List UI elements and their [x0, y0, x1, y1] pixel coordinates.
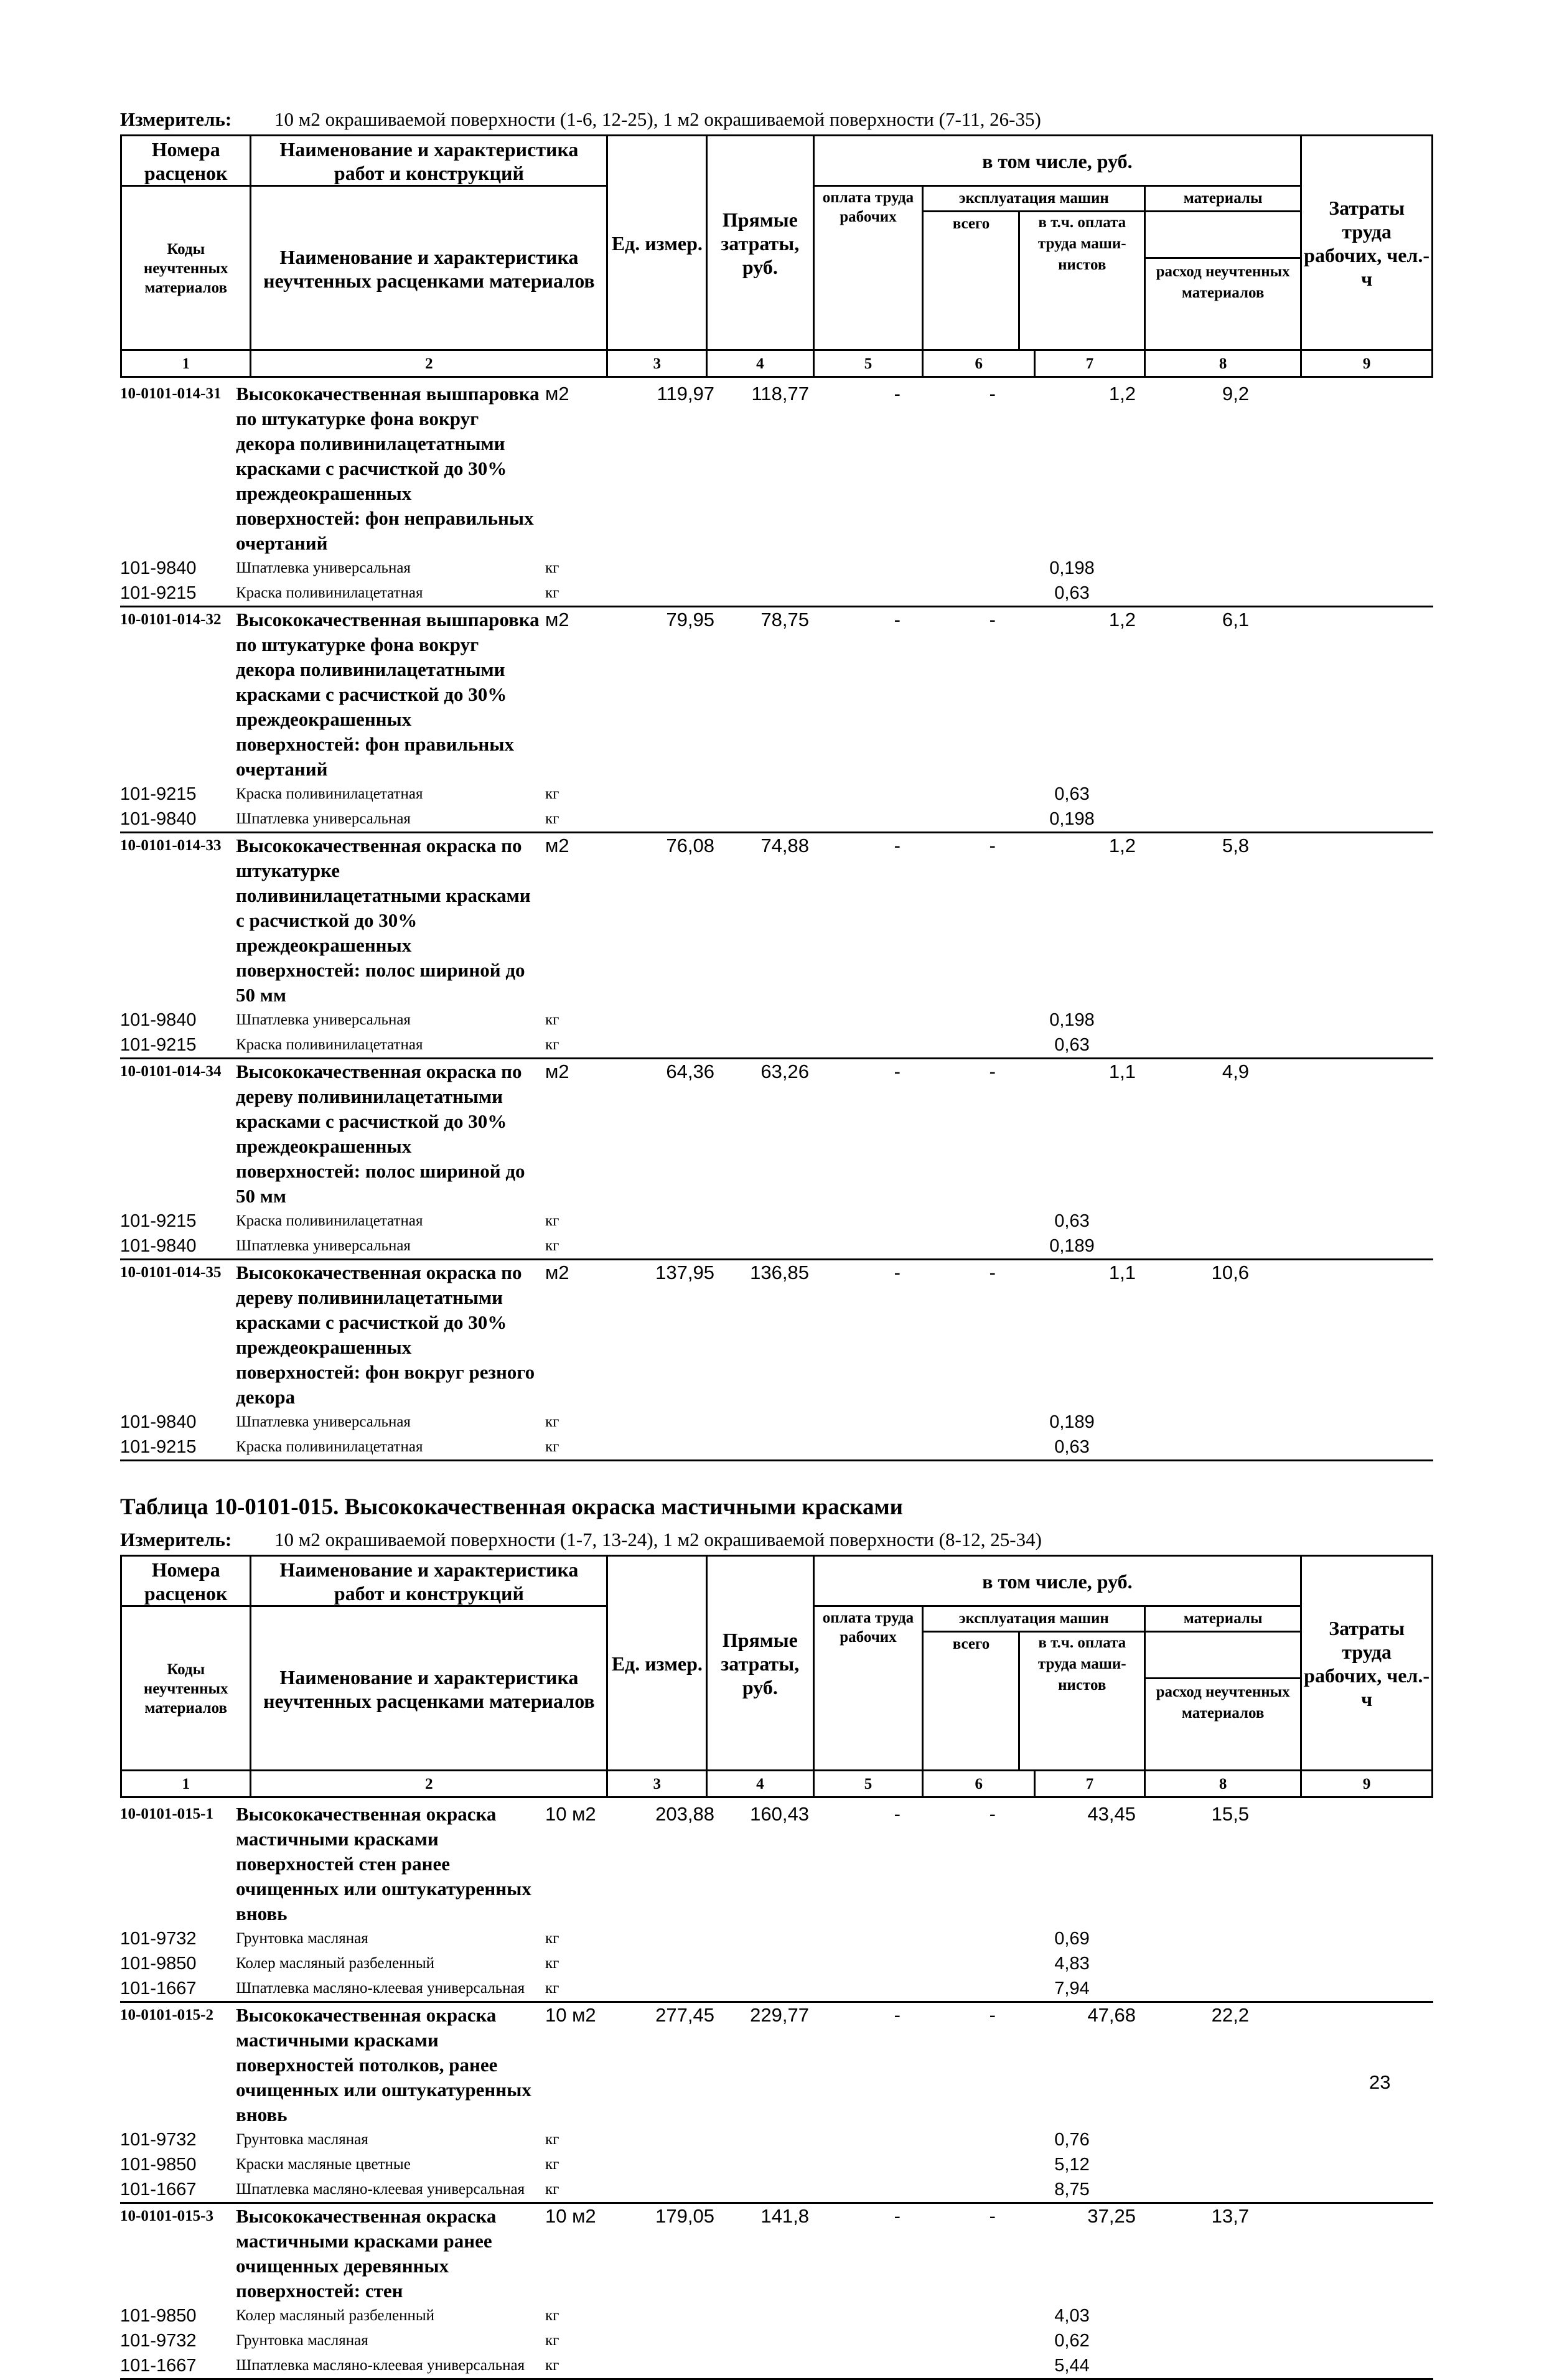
material-unit: кг — [545, 2307, 559, 2324]
material-code: 101-1667 — [120, 2356, 197, 2376]
rate-machine-wages: - — [989, 1061, 996, 1082]
rate-wages: 74,88 — [760, 835, 809, 856]
rate-code: 10-0101-014-31 — [120, 385, 222, 402]
material-name: Краска поливинилацетатная — [236, 785, 423, 802]
header-work-name: Наименование и характеристика работ и конструкций — [251, 136, 607, 186]
header-column-number: 8 — [1145, 350, 1301, 377]
rate-code: 10-0101-015-3 — [120, 2208, 213, 2224]
header-column-number: 6 — [923, 1771, 1034, 1797]
material-usage: 8,75 — [1054, 2180, 1090, 2200]
rate-materials: 1,1 — [1108, 1262, 1136, 1283]
material-code: 101-9215 — [120, 1437, 197, 1457]
material-name: Краски масляные цветные — [236, 2156, 411, 2173]
rate-labor: 15,5 — [1211, 1803, 1249, 1825]
rate-code: 10-0101-015-1 — [120, 1806, 213, 1822]
table-10-0101-014-section — [120, 105, 1433, 1461]
rate-name: Высококачественная окраска мастичными красками поверхностей потолков, ранее очищенных или оштукатуренных вновь — [236, 2004, 531, 2125]
header-wages: оплата труда рабочих — [813, 186, 923, 350]
material-code: 101-9215 — [120, 784, 197, 804]
material-usage: 7,94 — [1054, 1979, 1090, 1998]
rate-labor: 5,8 — [1222, 835, 1249, 856]
rate-direct-costs: 137,95 — [655, 1262, 714, 1283]
material-unit: кг — [545, 1036, 559, 1053]
material-unit: кг — [545, 2181, 559, 2198]
rate-row — [120, 832, 1433, 1008]
material-name: Шпатлевка универсальная — [236, 1413, 411, 1430]
header-labor: Затраты труда рабочих, чел.-ч — [1301, 1556, 1433, 1771]
material-name: Грунтовка масляная — [236, 1930, 368, 1947]
material-usage: 5,12 — [1054, 2155, 1090, 2175]
material-unit: кг — [545, 810, 559, 827]
header-column-number: 4 — [707, 350, 813, 377]
header-rate-numbers: Номера расценок — [121, 1556, 251, 1606]
material-code: 101-1667 — [120, 2180, 197, 2200]
rate-labor: 9,2 — [1222, 383, 1249, 405]
rate-row — [120, 382, 1433, 556]
header-machines-total: всего — [924, 1633, 1020, 1769]
rate-materials: 47,68 — [1087, 2004, 1136, 2026]
material-name: Шпатлевка универсальная — [236, 560, 411, 576]
material-name: Колер масляный разбеленный — [236, 1955, 435, 1972]
material-row — [120, 1008, 1433, 1033]
material-row — [120, 556, 1433, 581]
rate-machine-wages: - — [989, 1803, 996, 1825]
rate-materials: 1,2 — [1108, 609, 1136, 630]
rate-machine-wages: - — [989, 2205, 996, 2227]
rate-rows — [120, 1802, 1433, 2380]
header-column-number: 7 — [1034, 350, 1144, 377]
material-usage: 4,83 — [1054, 1954, 1090, 1974]
rate-row — [120, 2001, 1433, 2127]
material-name: Шпатлевка универсальная — [236, 1011, 411, 1028]
rate-machine-wages: - — [989, 2004, 996, 2026]
rate-wages: 63,26 — [760, 1061, 809, 1082]
header-wages: оплата труда рабочих — [813, 1606, 923, 1771]
rate-labor: 4,9 — [1222, 1061, 1249, 1082]
rate-row — [120, 2202, 1433, 2303]
rate-labor: 6,1 — [1222, 609, 1249, 630]
rate-machine-wages: - — [989, 383, 996, 405]
material-row — [120, 1435, 1433, 1459]
material-code: 101-9840 — [120, 809, 197, 829]
table-10-0101-015-section — [120, 1525, 1433, 2380]
rate-unit: м2 — [545, 835, 569, 856]
page-number: 23 — [1369, 2071, 1391, 2093]
header-material-codes: Коды неучтенных материалов — [121, 186, 251, 350]
rate-machines: - — [894, 1803, 901, 1825]
rate-name: Высококачественная окраска мастичными красками поверхностей стен ранее очищенных или оштукатуренных вновь — [236, 1803, 531, 1924]
material-unit: кг — [545, 2156, 559, 2173]
rate-machine-wages: - — [989, 1262, 996, 1283]
material-name: Краска поливинилацетатная — [236, 1438, 423, 1455]
material-code: 101-9850 — [120, 1954, 197, 1974]
rate-unit: 10 м2 — [545, 2004, 596, 2026]
rate-wages: 229,77 — [750, 2004, 809, 2026]
rate-direct-costs: 203,88 — [655, 1803, 714, 1825]
rate-unit: м2 — [545, 383, 569, 405]
material-row — [120, 2328, 1433, 2353]
rate-wages: 78,75 — [760, 609, 809, 630]
material-usage: 0,198 — [1049, 1010, 1095, 1030]
material-row — [120, 581, 1433, 606]
column-header-table — [120, 134, 1433, 378]
table-2-title: Таблица 10-0101-015. Высококачественная окраска мастичными красками — [120, 1494, 903, 1520]
rate-wages: 141,8 — [760, 2205, 809, 2227]
rate-machines: - — [894, 609, 901, 630]
rate-name: Высококачественная окраска по дереву поливинилацетатными красками с расчисткой до 30% преждеокрашенных поверхностей: полос шириной до 50 мм — [236, 1061, 525, 1207]
rate-code: 10-0101-014-33 — [120, 837, 222, 854]
header-unit: Ед. измер. — [607, 1556, 707, 1771]
header-labor: Затраты труда рабочих, чел.-ч — [1301, 136, 1433, 350]
header-unit: Ед. измер. — [607, 136, 707, 350]
material-unit: кг — [545, 2131, 559, 2148]
header-machines-wages: в т.ч. оплата труда маши-нистов — [1037, 214, 1126, 273]
material-name: Шпатлевка универсальная — [236, 810, 411, 827]
rate-code: 10-0101-014-32 — [120, 611, 222, 628]
material-code: 101-1667 — [120, 1979, 197, 1998]
material-usage: 4,03 — [1054, 2306, 1090, 2326]
material-name: Краска поливинилацетатная — [236, 1212, 423, 1229]
header-rate-numbers: Номера расценок — [121, 136, 251, 186]
rate-row — [120, 606, 1433, 782]
rate-machines: - — [894, 383, 901, 405]
rate-materials: 43,45 — [1087, 1803, 1136, 1825]
rate-direct-costs: 277,45 — [655, 2004, 714, 2026]
material-code: 101-9215 — [120, 1035, 197, 1055]
rate-machines: - — [894, 835, 901, 856]
rate-labor: 10,6 — [1211, 1262, 1249, 1283]
header-column-number: 3 — [607, 1771, 707, 1797]
material-usage: 0,189 — [1049, 1236, 1095, 1256]
material-unit: кг — [545, 1212, 559, 1229]
rate-row — [120, 1802, 1433, 1926]
rate-code: 10-0101-014-34 — [120, 1063, 222, 1080]
measure-label: Измеритель: — [120, 108, 232, 130]
header-column-number: 1 — [121, 1771, 251, 1797]
material-code: 101-9215 — [120, 583, 197, 603]
material-name: Шпатлевка масляно-клеевая универсальная — [236, 2357, 525, 2374]
material-name: Шпатлевка масляно-клеевая универсальная — [236, 1980, 525, 1997]
material-name: Краска поливинилацетатная — [236, 584, 423, 601]
rate-wages: 118,77 — [751, 383, 809, 405]
header-column-number: 1 — [121, 350, 251, 377]
header-column-number: 5 — [813, 350, 923, 377]
rate-unit: м2 — [545, 1262, 569, 1283]
material-code: 101-9215 — [120, 1211, 197, 1231]
material-usage: 0,63 — [1054, 1211, 1090, 1231]
material-code: 101-9850 — [120, 2306, 197, 2326]
material-code: 101-9840 — [120, 1010, 197, 1030]
measure-text: 10 м2 окрашиваемой поверхности (1-6, 12-25), 1 м2 окрашиваемой поверхности (7-11, 26-35) — [274, 108, 1041, 130]
rate-row — [120, 1258, 1433, 1410]
rate-labor: 13,7 — [1211, 2205, 1249, 2227]
material-unit: кг — [545, 560, 559, 576]
header-materials: материалы — [1146, 1607, 1300, 1633]
material-row — [120, 1926, 1433, 1951]
header-column-number: 7 — [1034, 1771, 1144, 1797]
material-code: 101-9732 — [120, 1929, 197, 1949]
material-row — [120, 2353, 1433, 2378]
material-name: Грунтовка масляная — [236, 2332, 368, 2349]
header-column-number: 5 — [813, 1771, 923, 1797]
material-name: Шпатлевка универсальная — [236, 1237, 411, 1254]
header-materials-usage: расход неучтенных материалов — [1146, 257, 1300, 327]
page — [120, 105, 1433, 2380]
rate-direct-costs: 119,97 — [657, 383, 714, 405]
material-row — [120, 2303, 1433, 2328]
header-column-number: 9 — [1301, 1771, 1433, 1797]
rate-direct-costs: 179,05 — [655, 2205, 714, 2227]
header-including: в том числе, руб. — [813, 1556, 1301, 1606]
material-unit: кг — [545, 1237, 559, 1254]
rate-rows — [120, 382, 1433, 1461]
header-column-number: 6 — [923, 350, 1034, 377]
rate-wages: 136,85 — [750, 1262, 809, 1283]
material-usage: 0,198 — [1049, 809, 1095, 829]
material-row — [120, 1234, 1433, 1258]
rate-machines: - — [894, 2004, 901, 2026]
measure-label: Измеритель: — [120, 1529, 232, 1550]
material-usage: 0,63 — [1054, 1437, 1090, 1457]
material-row — [120, 1209, 1433, 1234]
material-name: Краска поливинилацетатная — [236, 1036, 423, 1053]
rate-row — [120, 1057, 1433, 1209]
column-header-table — [120, 1555, 1433, 1798]
material-usage: 0,198 — [1049, 558, 1095, 578]
material-usage: 0,69 — [1054, 1929, 1090, 1949]
rate-unit: 10 м2 — [545, 1803, 596, 1825]
header-column-number: 2 — [251, 350, 607, 377]
rate-name: Высококачественная окраска по штукатурке поливинилацетатными красками с расчисткой до 30% преждеокрашенных поверхностей: полос шириной до 50 мм — [236, 835, 531, 1006]
header-column-number: 8 — [1145, 1771, 1301, 1797]
header-direct-costs: Прямые затраты, руб. — [707, 1556, 813, 1771]
material-row — [120, 2177, 1433, 2202]
material-unit: кг — [545, 2357, 559, 2374]
rate-machine-wages: - — [989, 835, 996, 856]
material-unit: кг — [545, 2332, 559, 2349]
material-name: Шпатлевка масляно-клеевая универсальная — [236, 2181, 525, 2198]
material-code: 101-9850 — [120, 2155, 197, 2175]
material-row — [120, 1976, 1433, 2001]
header-column-number: 9 — [1301, 350, 1433, 377]
material-usage: 0,76 — [1054, 2130, 1090, 2150]
header-material-name: Наименование и характеристика неучтенных расценками материалов — [251, 186, 607, 350]
rate-materials: 1,2 — [1108, 383, 1136, 405]
material-row — [120, 807, 1433, 832]
rate-materials: 1,1 — [1108, 1061, 1136, 1082]
material-usage: 0,63 — [1054, 784, 1090, 804]
material-row — [120, 2127, 1433, 2152]
rate-materials: 37,25 — [1087, 2205, 1136, 2227]
header-materials: материалы — [1146, 187, 1300, 212]
rate-machines: - — [894, 1061, 901, 1082]
header-machines-wages: в т.ч. оплата труда маши-нистов — [1037, 1634, 1126, 1694]
header-column-number: 4 — [707, 1771, 813, 1797]
material-code: 101-9732 — [120, 2331, 197, 2351]
header-column-number: 2 — [251, 1771, 607, 1797]
header-direct-costs: Прямые затраты, руб. — [707, 136, 813, 350]
rate-unit: м2 — [545, 609, 569, 630]
header-material-name: Наименование и характеристика неучтенных расценками материалов — [251, 1606, 607, 1771]
material-usage: 0,189 — [1049, 1412, 1095, 1432]
material-name: Грунтовка масляная — [236, 2131, 368, 2148]
material-unit: кг — [545, 1011, 559, 1028]
material-usage: 0,63 — [1054, 1035, 1090, 1055]
header-machines: эксплуатация машин — [924, 1607, 1144, 1633]
material-usage: 0,62 — [1054, 2331, 1090, 2351]
material-code: 101-9840 — [120, 1236, 197, 1256]
rate-direct-costs: 64,36 — [666, 1061, 714, 1082]
header-column-number: 3 — [607, 350, 707, 377]
header-material-codes: Коды неучтенных материалов — [121, 1606, 251, 1771]
material-code: 101-9840 — [120, 558, 197, 578]
rate-direct-costs: 79,95 — [666, 609, 714, 630]
rate-name: Высококачественная окраска по дереву поливинилацетатными красками с расчисткой до 30% преждеокрашенных поверхностей: фон вокруг резного декора — [236, 1262, 535, 1408]
measure-line — [120, 1525, 1433, 1555]
material-row — [120, 1033, 1433, 1057]
measure-line — [120, 105, 1433, 134]
material-unit: кг — [545, 1930, 559, 1947]
material-unit: кг — [545, 1980, 559, 1997]
rate-code: 10-0101-014-35 — [120, 1264, 222, 1281]
rate-wages: 160,43 — [750, 1803, 809, 1825]
rate-name: Высококачественная вышпаровка по штукатурке фона вокруг декора поливинилацетатными красками с расчисткой до 30% преждеокрашенных поверхностей: фон правильных очертаний — [236, 609, 540, 780]
material-row — [120, 2152, 1433, 2177]
material-code: 101-9840 — [120, 1412, 197, 1432]
rate-materials: 1,2 — [1108, 835, 1136, 856]
material-code: 101-9732 — [120, 2130, 197, 2150]
rate-code: 10-0101-015-2 — [120, 2007, 213, 2023]
rate-name: Высококачественная вышпаровка по штукатурке фона вокруг декора поливинилацетатными красками с расчисткой до 30% преждеокрашенных поверхностей: фон неправильных очертаний — [236, 383, 540, 554]
rate-direct-costs: 76,08 — [666, 835, 714, 856]
measure-text: 10 м2 окрашиваемой поверхности (1-7, 13-24), 1 м2 окрашиваемой поверхности (8-12, 25-34) — [274, 1529, 1042, 1550]
material-unit: кг — [545, 584, 559, 601]
rate-name: Высококачественная окраска мастичными красками ранее очищенных деревянных поверхностей: стен — [236, 2205, 497, 2302]
material-unit: кг — [545, 1955, 559, 1972]
material-unit: кг — [545, 785, 559, 802]
rate-machines: - — [894, 1262, 901, 1283]
header-machines-total: всего — [924, 212, 1020, 349]
material-row — [120, 782, 1433, 807]
table-end-rule — [120, 1459, 1433, 1461]
header-including: в том числе, руб. — [813, 136, 1301, 186]
rate-unit: м2 — [545, 1061, 569, 1082]
rate-machine-wages: - — [989, 609, 996, 630]
header-machines: эксплуатация машин — [924, 187, 1144, 212]
header-materials-usage: расход неучтенных материалов — [1146, 1677, 1300, 1748]
material-usage: 5,44 — [1054, 2356, 1090, 2376]
rate-labor: 22,2 — [1211, 2004, 1249, 2026]
rate-unit: 10 м2 — [545, 2205, 596, 2227]
material-name: Колер масляный разбеленный — [236, 2307, 435, 2324]
material-row — [120, 1410, 1433, 1435]
material-unit: кг — [545, 1438, 559, 1455]
header-work-name: Наименование и характеристика работ и конструкций — [251, 1556, 607, 1606]
material-unit: кг — [545, 1413, 559, 1430]
material-row — [120, 1951, 1433, 1976]
rate-machines: - — [894, 2205, 901, 2227]
material-usage: 0,63 — [1054, 583, 1090, 603]
